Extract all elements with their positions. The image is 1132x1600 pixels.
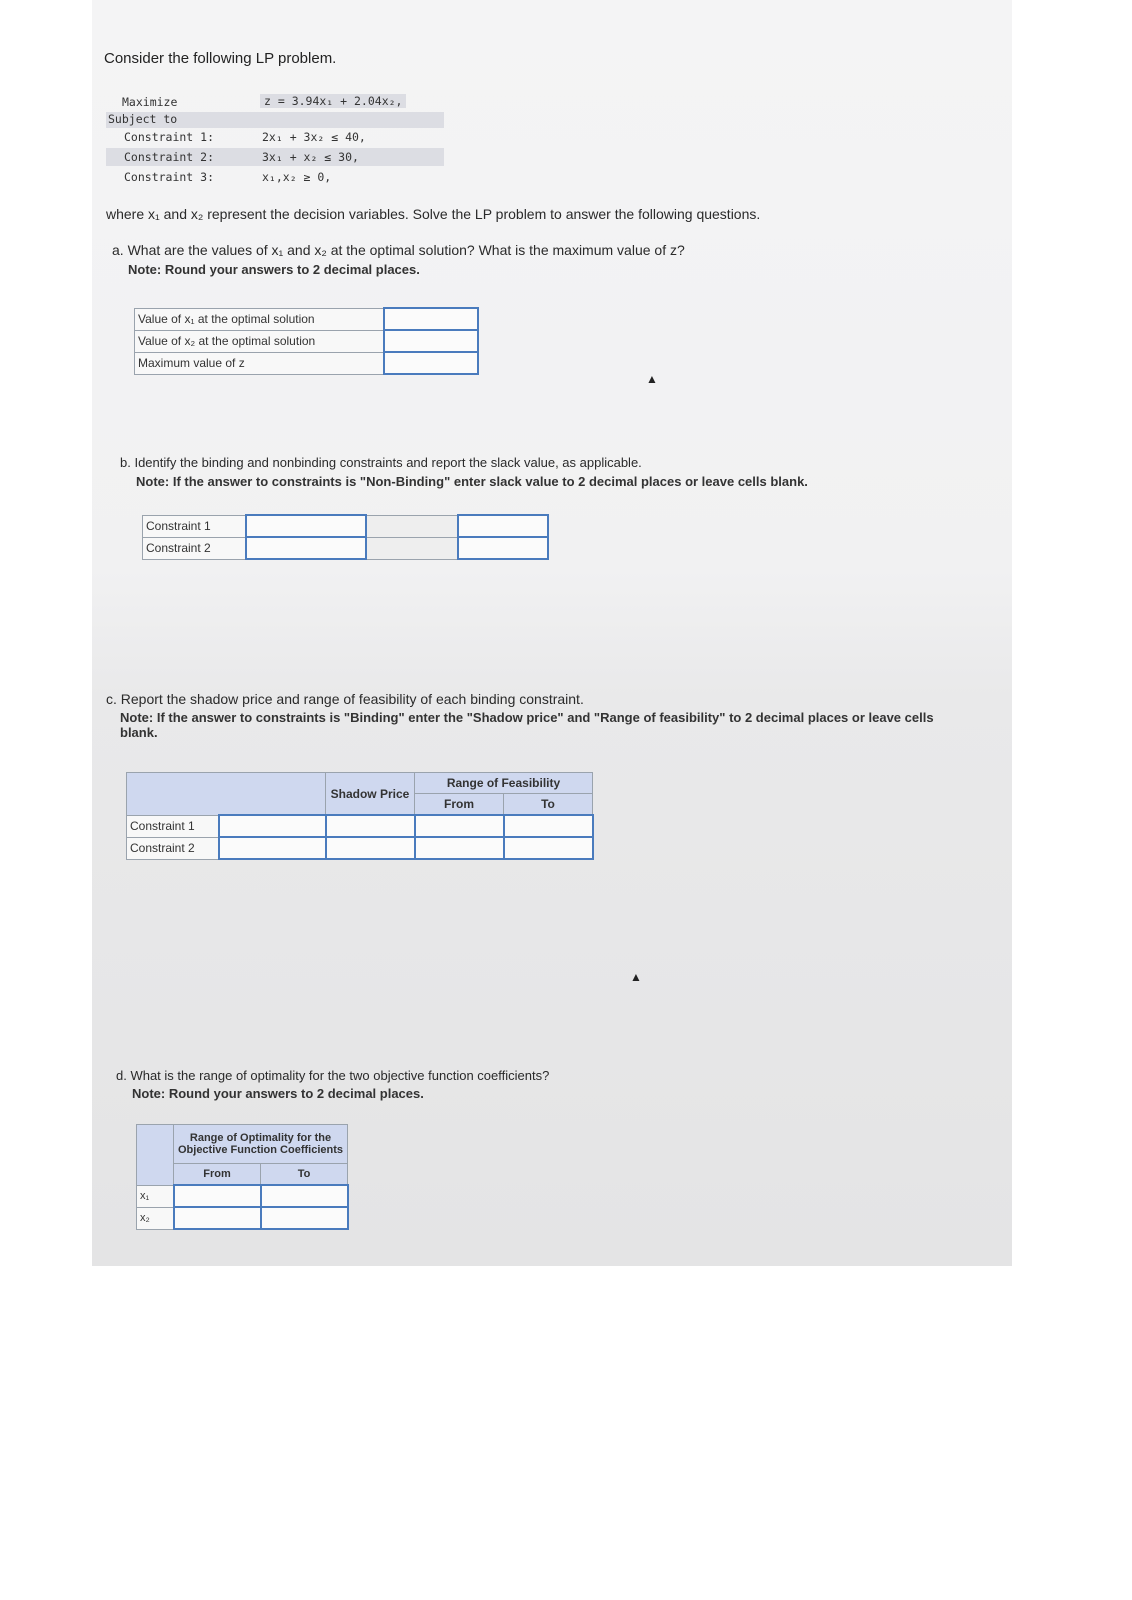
where-text: where x₁ and x₂ represent the decision variables. Solve the LP problem to answer the following questions. xyxy=(106,206,761,222)
range-feasibility-header: Range of Feasibility xyxy=(415,773,593,794)
constraint-1-type-select[interactable] xyxy=(219,815,326,837)
max-z-input[interactable] xyxy=(384,352,478,374)
part-a-question: a. What are the values of x₁ and x₂ at the optimal solution? What is the maximum value of z? xyxy=(112,242,685,258)
constraint-2-binding-select[interactable] xyxy=(246,537,366,559)
subject-to-row xyxy=(106,112,444,128)
table-header-row xyxy=(137,1125,348,1164)
x1-optimal-input[interactable] xyxy=(384,308,478,330)
constraint-3-label: Constraint 3: xyxy=(124,170,215,184)
table-row xyxy=(127,837,593,859)
constraint-1-to-input[interactable] xyxy=(504,815,593,837)
row-label: x₂ xyxy=(137,1207,174,1229)
maximize-label: Maximize xyxy=(122,95,178,109)
x2-optimal-input[interactable] xyxy=(384,330,478,352)
empty-header xyxy=(137,1125,174,1186)
part-b-question: b. Identify the binding and nonbinding constraints and report the slack value, as applicable. xyxy=(120,455,642,470)
part-d-table xyxy=(136,1124,349,1230)
part-b-table xyxy=(142,514,549,560)
row-label: Constraint 1 xyxy=(127,815,219,837)
to-header: To xyxy=(504,794,593,816)
row-label: Value of x₁ at the optimal solution xyxy=(135,308,385,330)
x1-to-input[interactable] xyxy=(261,1185,348,1207)
row-label: Constraint 1 xyxy=(143,515,247,537)
part-a-note: Note: Round your answers to 2 decimal places. xyxy=(128,262,420,277)
constraint-1-shadow-input[interactable] xyxy=(326,815,415,837)
constraint-1-label: Constraint 1: xyxy=(124,130,215,144)
constraint-2-type-select[interactable] xyxy=(219,837,326,859)
cursor-icon: ▲ xyxy=(630,970,642,984)
range-optimality-header: Range of Optimality for the Objective Function Coefficients xyxy=(174,1125,348,1164)
constraint-1-binding-select[interactable] xyxy=(246,515,366,537)
constraint-2-expr: 3x₁ + x₂ ≤ 30, xyxy=(262,150,359,164)
table-row xyxy=(127,815,593,837)
x2-to-input[interactable] xyxy=(261,1207,348,1229)
row-label: Constraint 2 xyxy=(143,537,247,559)
part-b-note: Note: If the answer to constraints is "Non-Binding" enter slack value to 2 decimal places or leave cells blank. xyxy=(136,474,808,489)
cursor-icon: ▲ xyxy=(646,372,658,386)
table-row xyxy=(135,352,479,374)
screenshot-photo xyxy=(92,0,1012,1266)
row-label: x₁ xyxy=(137,1185,174,1207)
constraint-2-shadow-input[interactable] xyxy=(326,837,415,859)
part-d-note: Note: Round your answers to 2 decimal places. xyxy=(132,1086,424,1101)
row-label: Constraint 2 xyxy=(127,837,219,859)
table-row xyxy=(135,308,479,330)
part-c-question: c. Report the shadow price and range of feasibility of each binding constraint. xyxy=(106,691,584,707)
row-label: Value of x₂ at the optimal solution xyxy=(135,330,385,352)
shadow-price-header: Shadow Price xyxy=(326,773,415,816)
constraint-1-expr: 2x₁ + 3x₂ ≤ 40, xyxy=(262,130,366,144)
subject-to-label: Subject to xyxy=(108,112,178,126)
from-header: From xyxy=(415,794,504,816)
spacer-cell xyxy=(366,537,458,559)
constraint-2-from-input[interactable] xyxy=(415,837,504,859)
part-a-table xyxy=(134,307,479,375)
table-row xyxy=(143,515,549,537)
table-header-row xyxy=(127,773,593,794)
table-row xyxy=(137,1207,348,1229)
from-header: From xyxy=(174,1164,261,1186)
row-label: Maximum value of z xyxy=(135,352,385,374)
empty-header xyxy=(127,773,326,816)
table-row xyxy=(137,1185,348,1207)
constraint-1-from-input[interactable] xyxy=(415,815,504,837)
part-c-note: Note: If the answer to constraints is "Binding" enter the "Shadow price" and "Range of feasibility" to 2 decimal places or leave cells blank. xyxy=(120,710,934,740)
constraint-2-slack-input[interactable] xyxy=(458,537,548,559)
spacer-cell xyxy=(366,515,458,537)
constraint-2-label: Constraint 2: xyxy=(124,150,215,164)
part-c-table xyxy=(126,772,594,860)
table-row xyxy=(135,330,479,352)
constraint-2-to-input[interactable] xyxy=(504,837,593,859)
intro-text: Consider the following LP problem. xyxy=(104,50,337,67)
x2-from-input[interactable] xyxy=(174,1207,261,1229)
constraint-3-expr: x₁,x₂ ≥ 0, xyxy=(262,170,332,184)
constraint-1-slack-input[interactable] xyxy=(458,515,548,537)
to-header: To xyxy=(261,1164,348,1186)
objective-function: z = 3.94x₁ + 2.04x₂, xyxy=(260,94,406,108)
x1-from-input[interactable] xyxy=(174,1185,261,1207)
part-d-question: d. What is the range of optimality for the two objective function coefficients? xyxy=(116,1068,550,1083)
table-row xyxy=(143,537,549,559)
